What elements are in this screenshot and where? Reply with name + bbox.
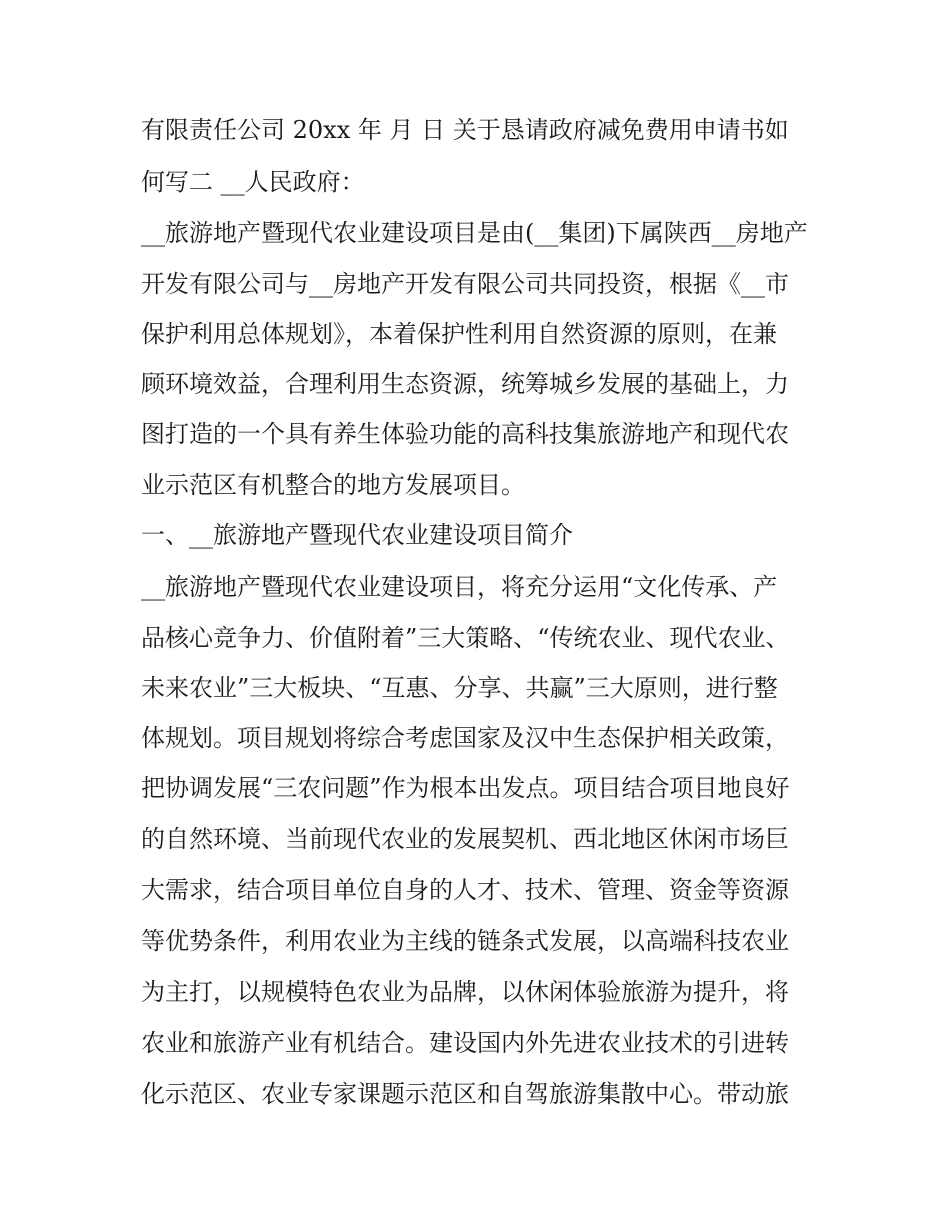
text-line: 品核心竞争力、价值附着”三大策略、“传统农业、现代农业、	[141, 624, 790, 652]
text-line: 有限责任公司 20xx 年 月 日 关于恳请政府减免费用申请书如	[141, 116, 789, 144]
text-line: 开发有限公司与__房地产开发有限公司共同投资，根据《__市	[141, 270, 789, 298]
text-line: 大需求，结合项目单位自身的人才、技术、管理、资金等资源	[141, 876, 789, 904]
text-line: 化示范区、农业专家课题示范区和自驾旅游集散中心。带动旅	[141, 1080, 789, 1108]
text-line: 农业和旅游产业有机结合。建设国内外先进农业技术的引进转	[141, 1029, 789, 1057]
text-line: 业示范区有机整合的地方发展项目。	[141, 471, 525, 499]
text-line: 等优势条件，利用农业为主线的链条式发展，以高端科技农业	[141, 927, 789, 955]
text-line: __旅游地产暨现代农业建设项目是由(__集团)下属陕西__房地产	[141, 219, 808, 247]
text-line: 体规划。项目规划将综合考虑国家及汉中生态保护相关政策，	[141, 724, 789, 752]
section-heading: 一、__旅游地产暨现代农业建设项目简介	[141, 521, 573, 549]
text-line: 顾环境效益，合理利用生态资源，统筹城乡发展的基础上，力	[141, 370, 789, 398]
text-line: 把协调发展“三农问题”作为根本出发点。项目结合项目地良好	[141, 774, 790, 802]
text-line: 图打造的一个具有养生体验功能的高科技集旅游地产和现代农	[141, 420, 789, 448]
text-line: 的自然环境、当前现代农业的发展契机、西北地区休闲市场巨	[141, 825, 789, 853]
text-line: 未来农业”三大板块、“互惠、分享、共赢”三大原则，进行整	[141, 674, 778, 702]
text-line: 为主打，以规模特色农业为品牌，以休闲体验旅游为提升，将	[141, 978, 789, 1006]
text-line: 何写二 __人民政府：	[141, 168, 365, 196]
text-line: 保护利用总体规划》，本着保护性利用自然资源的原则，在兼	[141, 320, 777, 348]
text-line: __旅游地产暨现代农业建设项目，将充分运用“文化传承、产	[141, 573, 778, 601]
